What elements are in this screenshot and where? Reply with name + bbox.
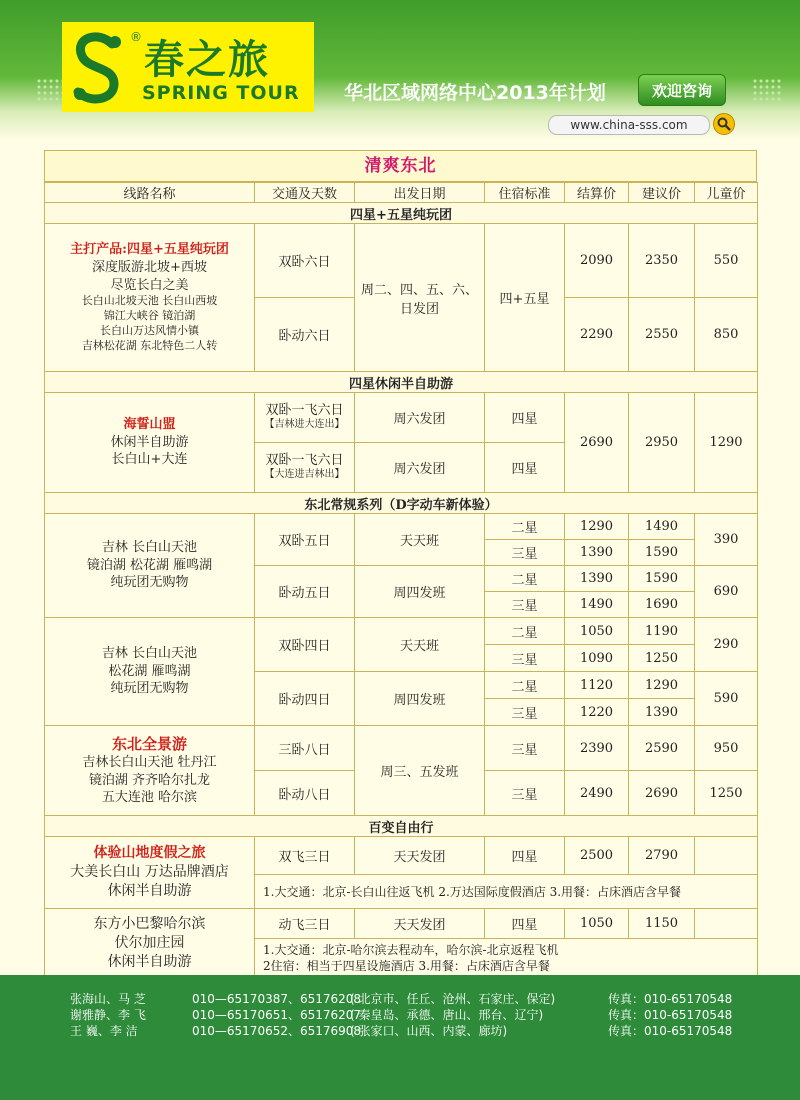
transport-cell: 双卧六日 bbox=[255, 224, 355, 298]
settle-price: 1390 bbox=[565, 566, 629, 592]
contact-phones[interactable]: 010—65170652、65176908 bbox=[192, 1024, 362, 1038]
hotel-cell: 三星 bbox=[485, 726, 565, 771]
route-headline: 东北全景游 bbox=[111, 735, 187, 754]
transport-cell: 动飞三日 bbox=[255, 909, 355, 939]
route-line: 镜泊湖 齐齐哈尔扎龙 bbox=[88, 772, 211, 788]
contact-fax: 传真：010-65170548 bbox=[608, 1008, 733, 1022]
child-price: 1290 bbox=[695, 393, 758, 493]
table-row bbox=[45, 514, 758, 540]
table-row bbox=[45, 837, 758, 875]
transport-cell: 卧动六日 bbox=[255, 298, 355, 372]
child-price: 390 bbox=[695, 514, 758, 566]
hotel-cell: 三星 bbox=[485, 540, 565, 566]
hotel-cell: 三星 bbox=[485, 771, 565, 816]
consult-button[interactable]: 欢迎咨询 bbox=[638, 74, 726, 106]
departure-cell: 天天班 bbox=[355, 514, 485, 566]
suggest-price: 2550 bbox=[629, 298, 695, 372]
section-heading: 东北常规系列（D字动车新体验） bbox=[45, 493, 758, 514]
route-line: 吉林 长白山天池 bbox=[101, 646, 198, 662]
contact-areas: ( 秦皇岛、承德、唐山、邢台、辽宁) bbox=[350, 1008, 544, 1022]
route-line: 吉林松花湖 东北特色二人转 bbox=[81, 338, 218, 352]
transport-cell bbox=[255, 393, 355, 443]
route-line: 吉林长白山天池 牡丹江 bbox=[82, 755, 217, 771]
logo-chinese: 春之旅 bbox=[144, 36, 270, 83]
settle-price: 2500 bbox=[565, 837, 629, 875]
col-settle: 结算价 bbox=[565, 183, 629, 203]
settle-price: 1220 bbox=[565, 699, 629, 726]
hotel-cell: 四星 bbox=[485, 837, 565, 875]
route-cell bbox=[45, 393, 255, 493]
registered-mark: ® bbox=[130, 30, 142, 44]
table-row bbox=[45, 909, 758, 939]
col-suggest: 建议价 bbox=[629, 183, 695, 203]
hotel-cell: 三星 bbox=[485, 592, 565, 618]
suggest-price: 2590 bbox=[629, 726, 695, 771]
route-line: 东方小巴黎哈尔滨 bbox=[93, 916, 206, 933]
settle-price: 2090 bbox=[565, 224, 629, 298]
table-header bbox=[45, 183, 758, 203]
hotel-cell: 二星 bbox=[485, 514, 565, 540]
suggest-price: 2950 bbox=[629, 393, 695, 493]
spring-s-logo-icon bbox=[68, 30, 128, 106]
contact-areas: ( 张家口、山西、内蒙、廊坊) bbox=[350, 1024, 508, 1038]
suggest-price: 2790 bbox=[629, 837, 695, 875]
route-line: 锦江大峡谷 镜泊湖 bbox=[103, 308, 196, 322]
transport-cell: 双卧五日 bbox=[255, 514, 355, 566]
hotel-cell: 二星 bbox=[485, 672, 565, 699]
note-line: 1.大交通：北京-哈尔滨去程动车，哈尔滨-北京返程飞机 bbox=[263, 942, 559, 957]
route-line: 纯玩团无购物 bbox=[110, 575, 189, 591]
section-heading: 四星+五星纯玩团 bbox=[45, 203, 758, 224]
header-banner bbox=[0, 0, 800, 140]
departure-cell: 天天班 bbox=[355, 618, 485, 672]
suggest-price: 1390 bbox=[629, 699, 695, 726]
route-cell bbox=[45, 618, 255, 726]
hotel-cell: 四星 bbox=[485, 443, 565, 493]
departure-cell: 周六发团 bbox=[355, 393, 485, 443]
logo-english: SPRING TOUR bbox=[142, 82, 300, 104]
departure-cell: 天天发团 bbox=[355, 909, 485, 939]
settle-price: 2490 bbox=[565, 771, 629, 816]
plan-title: 华北区域网络中心2013年计划 bbox=[344, 82, 606, 104]
departure-cell: 周三、五发班 bbox=[355, 726, 485, 816]
departure-cell: 周二、四、五、六、日发团 bbox=[355, 224, 485, 372]
departure-cell: 周四发班 bbox=[355, 672, 485, 726]
note-line: 2住宿：相当于四星设施酒店 3.用餐：占床酒店含早餐 bbox=[263, 958, 550, 973]
hotel-cell: 三星 bbox=[485, 645, 565, 672]
note-cell bbox=[255, 939, 758, 979]
suggest-price: 1290 bbox=[629, 672, 695, 699]
route-cell bbox=[45, 909, 255, 979]
route-line: 休闲半自助游 bbox=[107, 953, 192, 970]
price-table bbox=[44, 182, 758, 979]
transport-note: 【吉林进大连出】 bbox=[264, 419, 345, 431]
hotel-cell: 二星 bbox=[485, 566, 565, 592]
col-transport: 交通及天数 bbox=[255, 183, 355, 203]
route-headline: 海誓山盟 bbox=[123, 417, 176, 433]
settle-price: 2290 bbox=[565, 298, 629, 372]
col-child: 儿童价 bbox=[695, 183, 758, 203]
route-line: 伏尔加庄园 bbox=[114, 935, 185, 952]
route-line: 五大连池 哈尔滨 bbox=[101, 790, 198, 806]
panel-title: 清爽东北 bbox=[44, 150, 757, 182]
contact-phones[interactable]: 010—65170651、65176207 bbox=[192, 1008, 362, 1022]
child-price: 690 bbox=[695, 566, 758, 618]
hotel-cell: 三星 bbox=[485, 699, 565, 726]
route-line: 纯玩团无购物 bbox=[110, 681, 189, 697]
section-heading: 四星休闲半自助游 bbox=[45, 372, 758, 393]
contact-names: 王 巍、李 洁 bbox=[70, 1024, 138, 1038]
route-line: 尽览长白之美 bbox=[110, 277, 189, 293]
contact-names: 谢雅静、李 飞 bbox=[70, 1008, 146, 1022]
route-cell bbox=[45, 514, 255, 618]
route-line: 休闲半自助游 bbox=[110, 434, 189, 450]
hotel-cell: 四星 bbox=[485, 393, 565, 443]
price-panel bbox=[44, 150, 757, 973]
hotel-cell: 四+五星 bbox=[485, 224, 565, 372]
transport-cell: 卧动八日 bbox=[255, 771, 355, 816]
settle-price: 1490 bbox=[565, 592, 629, 618]
settle-price: 1120 bbox=[565, 672, 629, 699]
col-route: 线路名称 bbox=[45, 183, 255, 203]
contact-fax: 传真：010-65170548 bbox=[608, 1024, 733, 1038]
decor-dots-right bbox=[752, 78, 782, 102]
suggest-price: 1150 bbox=[629, 909, 695, 939]
table-row bbox=[45, 393, 758, 443]
child-price: 1250 bbox=[695, 771, 758, 816]
suggest-price: 1190 bbox=[629, 618, 695, 645]
child-price: 850 bbox=[695, 298, 758, 372]
route-line: 吉林 长白山天池 bbox=[101, 540, 198, 556]
suggest-price: 2690 bbox=[629, 771, 695, 816]
transport-text: 双卧一飞六日 bbox=[265, 453, 344, 469]
settle-price: 1050 bbox=[565, 909, 629, 939]
transport-cell: 三卧八日 bbox=[255, 726, 355, 771]
departure-cell: 周六发团 bbox=[355, 443, 485, 493]
route-line: 深度版游北坡+西坡 bbox=[92, 260, 207, 276]
contact-phones[interactable]: 010—65170387、65176208 bbox=[192, 992, 362, 1006]
settle-price: 2390 bbox=[565, 726, 629, 771]
child-price: 290 bbox=[695, 618, 758, 672]
settle-price: 1050 bbox=[565, 618, 629, 645]
suggest-price: 1590 bbox=[629, 540, 695, 566]
route-line: 长白山+大连 bbox=[111, 452, 188, 468]
transport-cell bbox=[255, 443, 355, 493]
route-line: 镜泊湖 松花湖 雁鸣湖 bbox=[86, 557, 213, 573]
col-hotel: 住宿标准 bbox=[485, 183, 565, 203]
transport-cell: 卧动五日 bbox=[255, 566, 355, 618]
transport-cell: 双飞三日 bbox=[255, 837, 355, 875]
note-cell: 1.大交通：北京-长白山往返飞机 2.万达国际度假酒店 3.用餐：占床酒店含早餐 bbox=[255, 875, 758, 909]
route-cell bbox=[45, 726, 255, 816]
route-cell bbox=[45, 224, 255, 372]
departure-cell: 天天发团 bbox=[355, 837, 485, 875]
search-icon[interactable] bbox=[713, 113, 735, 135]
route-line: 长白山北坡天池 长白山西坡 bbox=[81, 294, 218, 308]
settle-price: 1090 bbox=[565, 645, 629, 672]
suggest-price: 2350 bbox=[629, 224, 695, 298]
transport-note: 【大连进吉林出】 bbox=[264, 469, 345, 481]
contact-fax: 传真：010-65170548 bbox=[608, 992, 733, 1006]
transport-text: 双卧一飞六日 bbox=[265, 403, 344, 419]
hotel-cell: 四星 bbox=[485, 909, 565, 939]
col-departure: 出发日期 bbox=[355, 183, 485, 203]
child-price: 590 bbox=[695, 672, 758, 726]
route-headline: 主打产品:四星+五星纯玩团 bbox=[70, 242, 229, 258]
suggest-price: 1250 bbox=[629, 645, 695, 672]
logo[interactable] bbox=[62, 22, 314, 112]
contact-names: 张海山、马 芝 bbox=[70, 992, 146, 1006]
settle-price: 1390 bbox=[565, 540, 629, 566]
route-headline: 体验山地度假之旅 bbox=[93, 845, 206, 862]
table-row bbox=[45, 726, 758, 771]
suggest-price: 1490 bbox=[629, 514, 695, 540]
settle-price: 2690 bbox=[565, 393, 629, 493]
section-heading: 百变自由行 bbox=[45, 816, 758, 837]
route-line: 大美长白山 万达品牌酒店 bbox=[70, 864, 229, 881]
suggest-price: 1690 bbox=[629, 592, 695, 618]
table-row bbox=[45, 224, 758, 298]
contact-areas: ( 北京市、任丘、沧州、石家庄、保定) bbox=[350, 992, 556, 1006]
transport-cell: 双卧四日 bbox=[255, 618, 355, 672]
child-price: 950 bbox=[695, 726, 758, 771]
route-line: 长白山万达风情小镇 bbox=[100, 323, 199, 337]
route-cell bbox=[45, 837, 255, 909]
contact-footer bbox=[0, 975, 800, 1100]
transport-cell: 卧动四日 bbox=[255, 672, 355, 726]
child-price-empty bbox=[695, 837, 758, 875]
route-line: 休闲半自助游 bbox=[107, 882, 192, 899]
route-line: 松花湖 雁鸣湖 bbox=[108, 663, 191, 679]
child-price-empty bbox=[695, 909, 758, 939]
settle-price: 1290 bbox=[565, 514, 629, 540]
table-row bbox=[45, 618, 758, 645]
suggest-price: 1590 bbox=[629, 566, 695, 592]
departure-cell: 周四发班 bbox=[355, 566, 485, 618]
child-price: 550 bbox=[695, 224, 758, 298]
website-url-bar[interactable]: www.china-sss.com bbox=[548, 115, 710, 135]
hotel-cell: 二星 bbox=[485, 618, 565, 645]
